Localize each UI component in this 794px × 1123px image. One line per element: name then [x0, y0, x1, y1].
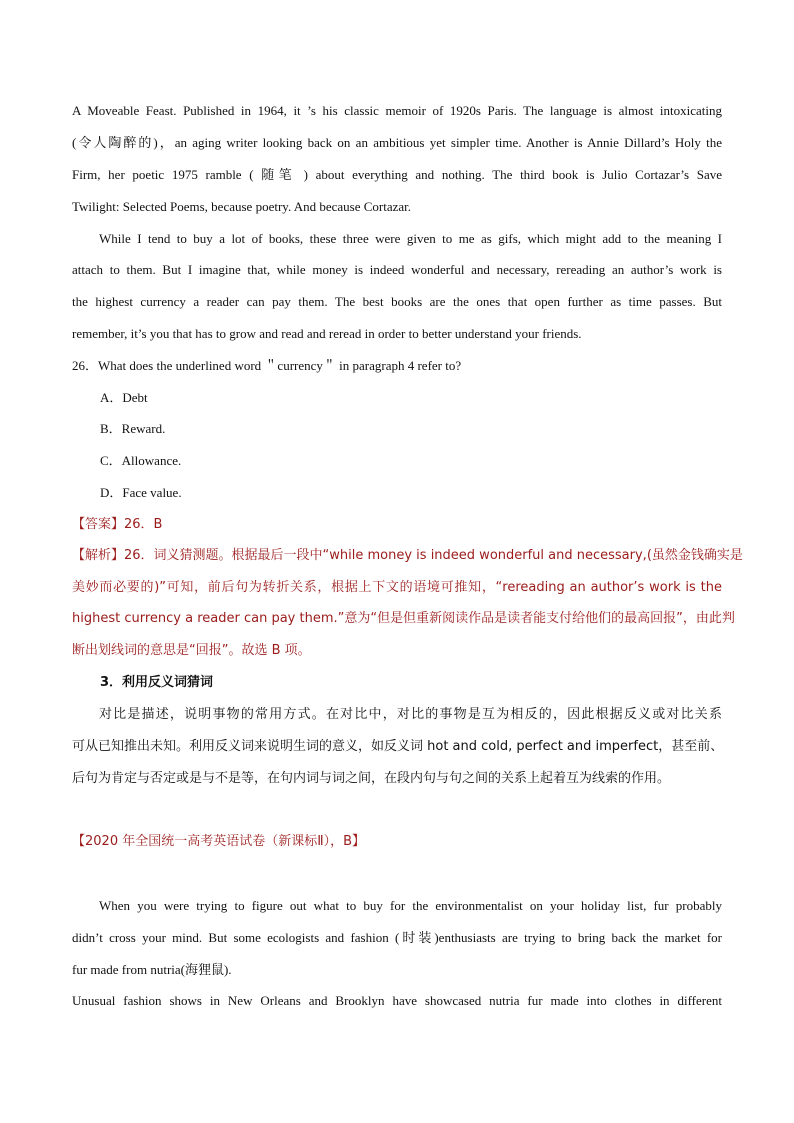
text-line: When you were trying to figure out what to buy for the environmentalist on your holiday list, fur probably — [99, 898, 722, 913]
text-line: attach to them. But I imagine that, while money is indeed wonderful and necessary, rereading an author’s work is — [72, 262, 722, 277]
option-c: C．Allowance. — [100, 453, 182, 468]
option-b: B．Reward. — [100, 421, 166, 436]
text-line: Unusual fashion shows in New Orleans and Brooklyn have showcased nutria fur made into clothes in different — [72, 993, 722, 1008]
section-heading: 3．利用反义词猜词 — [100, 675, 214, 690]
analysis-line: highest currency a reader can pay them.”意为“但是但重新阅读作品是读者能支付给他们的最高回报”，由此判 — [72, 611, 735, 626]
analysis-line: 断出划线词的意思是“回报”。故选 B 项。 — [72, 643, 311, 658]
analysis-line: 美妙而必要的)”可知，前后句为转折关系，根据上下文的语境可推知，“rereading an author’s work is the — [72, 580, 722, 595]
section-line: 对比是描述，说明事物的常用方式。在对比中，对比的事物是互为相反的，因此根据反义或对比关系 — [99, 707, 722, 722]
section-line: 可从已知推出未知。利用反义词来说明生词的意义，如反义词 hot and cold, perfect and imperfect，甚至前、 — [72, 739, 724, 754]
option-a: A．Debt — [100, 390, 148, 405]
text-line: didn’t cross your mind. But some ecologists and fashion (时装)enthusiasts are trying to bring back the market for — [72, 930, 722, 945]
text-line: the highest currency a reader can pay them. The best books are the ones that open further as time passes. But — [72, 294, 722, 309]
question-stem: 26．What does the underlined word ＂currency＂ in paragraph 4 refer to? — [72, 358, 462, 373]
analysis-line: 【解析】26．词义猜测题。根据最后一段中“while money is indeed wonderful and necessary,(虽然金钱确实是 — [72, 548, 743, 563]
text-line: Firm, her poetic 1975 ramble ( 随笔 ) about everything and nothing. The third book is Julio Cortazar’s Save — [72, 167, 722, 182]
text-line: fur made from nutria(海狸鼠). — [72, 962, 232, 977]
text-line: remember, it’s you that has to grow and read and reread in order to better understand your friends. — [72, 326, 582, 341]
text-line: A Moveable Feast. Published in 1964, it ’s his classic memoir of 1920s Paris. The language is almost intoxicating — [72, 103, 722, 118]
text-line: While I tend to buy a lot of books, these three were given to me as gifs, which might add to the meaning I — [99, 231, 722, 246]
text-line: Twilight: Selected Poems, because poetry. And because Cortazar. — [72, 199, 412, 214]
option-d: D．Face value. — [100, 485, 182, 500]
section-line: 后句为肯定与否定或是与不是等，在句内词与词之间，在段内句与句之间的关系上起着互为线索的作用。 — [72, 771, 671, 786]
text-line: (令人陶醉的)，an aging writer looking back on an ambitious yet simpler time. Another is Annie Dillard’s Holy the — [72, 135, 722, 150]
answer-line: 【答案】26．B — [72, 517, 163, 532]
source-label: 【2020 年全国统一高考英语试卷（新课标Ⅱ），B】 — [72, 834, 366, 849]
